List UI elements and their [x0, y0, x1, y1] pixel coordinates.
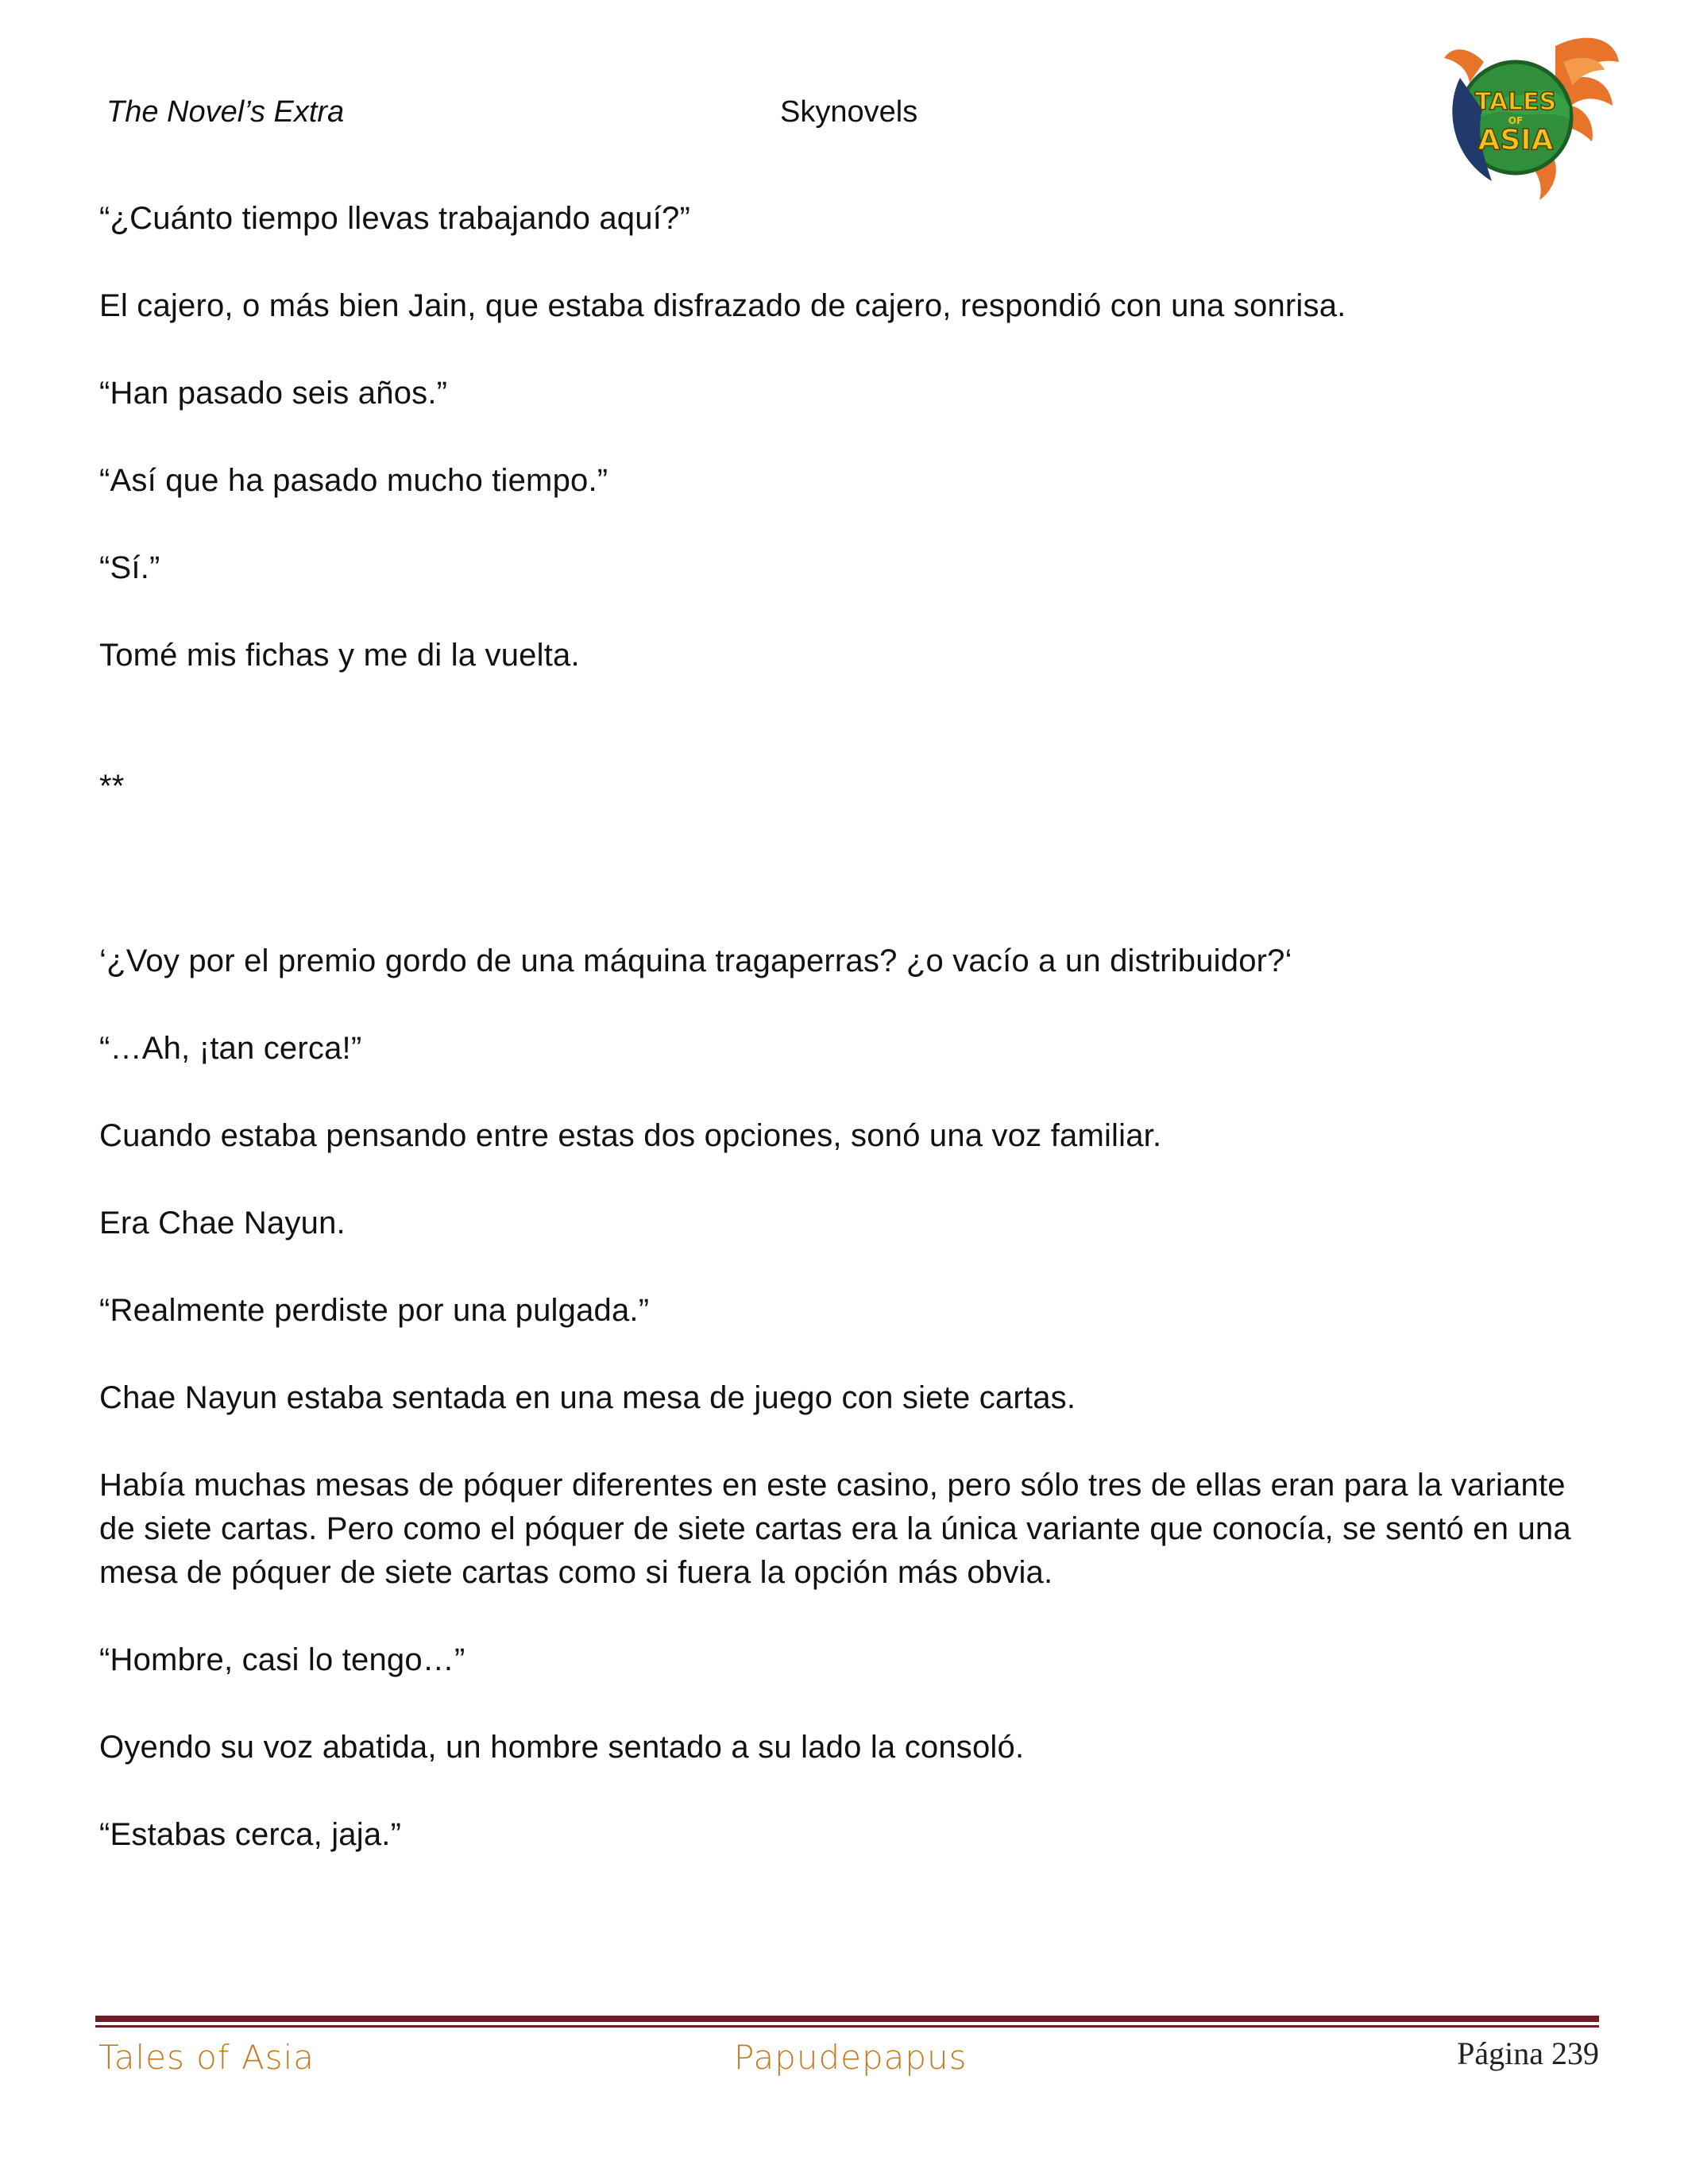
- paragraph: Era Chae Nayun.: [99, 1206, 346, 1241]
- paragraph: Oyendo su voz abatida, un hombre sentado a su lado la consoló.: [99, 1730, 1025, 1765]
- footer-rule-thick: [95, 2016, 1599, 2022]
- paragraph: El cajero, o más bien Jain, que estaba disfrazado de cajero, respondió con una sonrisa.: [99, 288, 1346, 323]
- paragraph: “Estabas cerca, jaja.”: [99, 1817, 402, 1852]
- paragraph: “Hombre, casi lo tengo…”: [99, 1642, 465, 1677]
- paragraph: “Realmente perdiste por una pulgada.”: [99, 1293, 650, 1328]
- paragraph: Cuando estaba pensando entre estas dos opciones, sonó una voz familiar.: [99, 1118, 1162, 1153]
- paragraph: Chae Nayun estaba sentada en una mesa de juego con siete cartas.: [99, 1380, 1076, 1415]
- header-book-title: The Novel’s Extra: [106, 95, 345, 129]
- header-site-name: Skynovels: [780, 95, 918, 129]
- paragraph: Tomé mis fichas y me di la vuelta.: [99, 638, 580, 673]
- page-header: [0, 0, 1688, 206]
- logo-text-top: TALES: [1474, 88, 1557, 116]
- page-number: Página 239: [1457, 2035, 1599, 2071]
- footer-translator: Papudepapus: [734, 2038, 968, 2077]
- scene-separator: **: [99, 769, 125, 804]
- tales-of-asia-logo: [1436, 30, 1620, 202]
- footer-rule: [95, 2016, 1599, 2028]
- paragraph: “Así que ha pasado mucho tiempo.”: [99, 463, 608, 498]
- paragraph: “¿Cuánto tiempo llevas trabajando aquí?”: [99, 201, 690, 236]
- paragraph: Había muchas mesas de póquer diferentes en este casino, pero sólo tres de ellas eran para la variante de siete cartas. Pero como el póquer de siete cartas era la única variante que conocía, se sentó en una mesa de póquer de siete cartas como si fuera la opción más obvia.: [99, 1468, 1571, 1590]
- paragraph: “Sí.”: [99, 550, 160, 585]
- footer-site-name: Tales of Asia: [98, 2038, 315, 2077]
- page-body: [99, 197, 1593, 1900]
- logo-text-bottom: ASIA: [1477, 124, 1554, 156]
- paragraph: “…Ah, ¡tan cerca!”: [99, 1031, 362, 1066]
- paragraph: ‘¿Voy por el premio gordo de una máquina tragaperras? ¿o vacío a un distribuidor?‘: [99, 943, 1292, 978]
- logo-text-mid: OF: [1508, 115, 1524, 126]
- footer-rule-thin: [95, 2025, 1599, 2028]
- paragraph: “Han pasado seis años.”: [99, 376, 448, 411]
